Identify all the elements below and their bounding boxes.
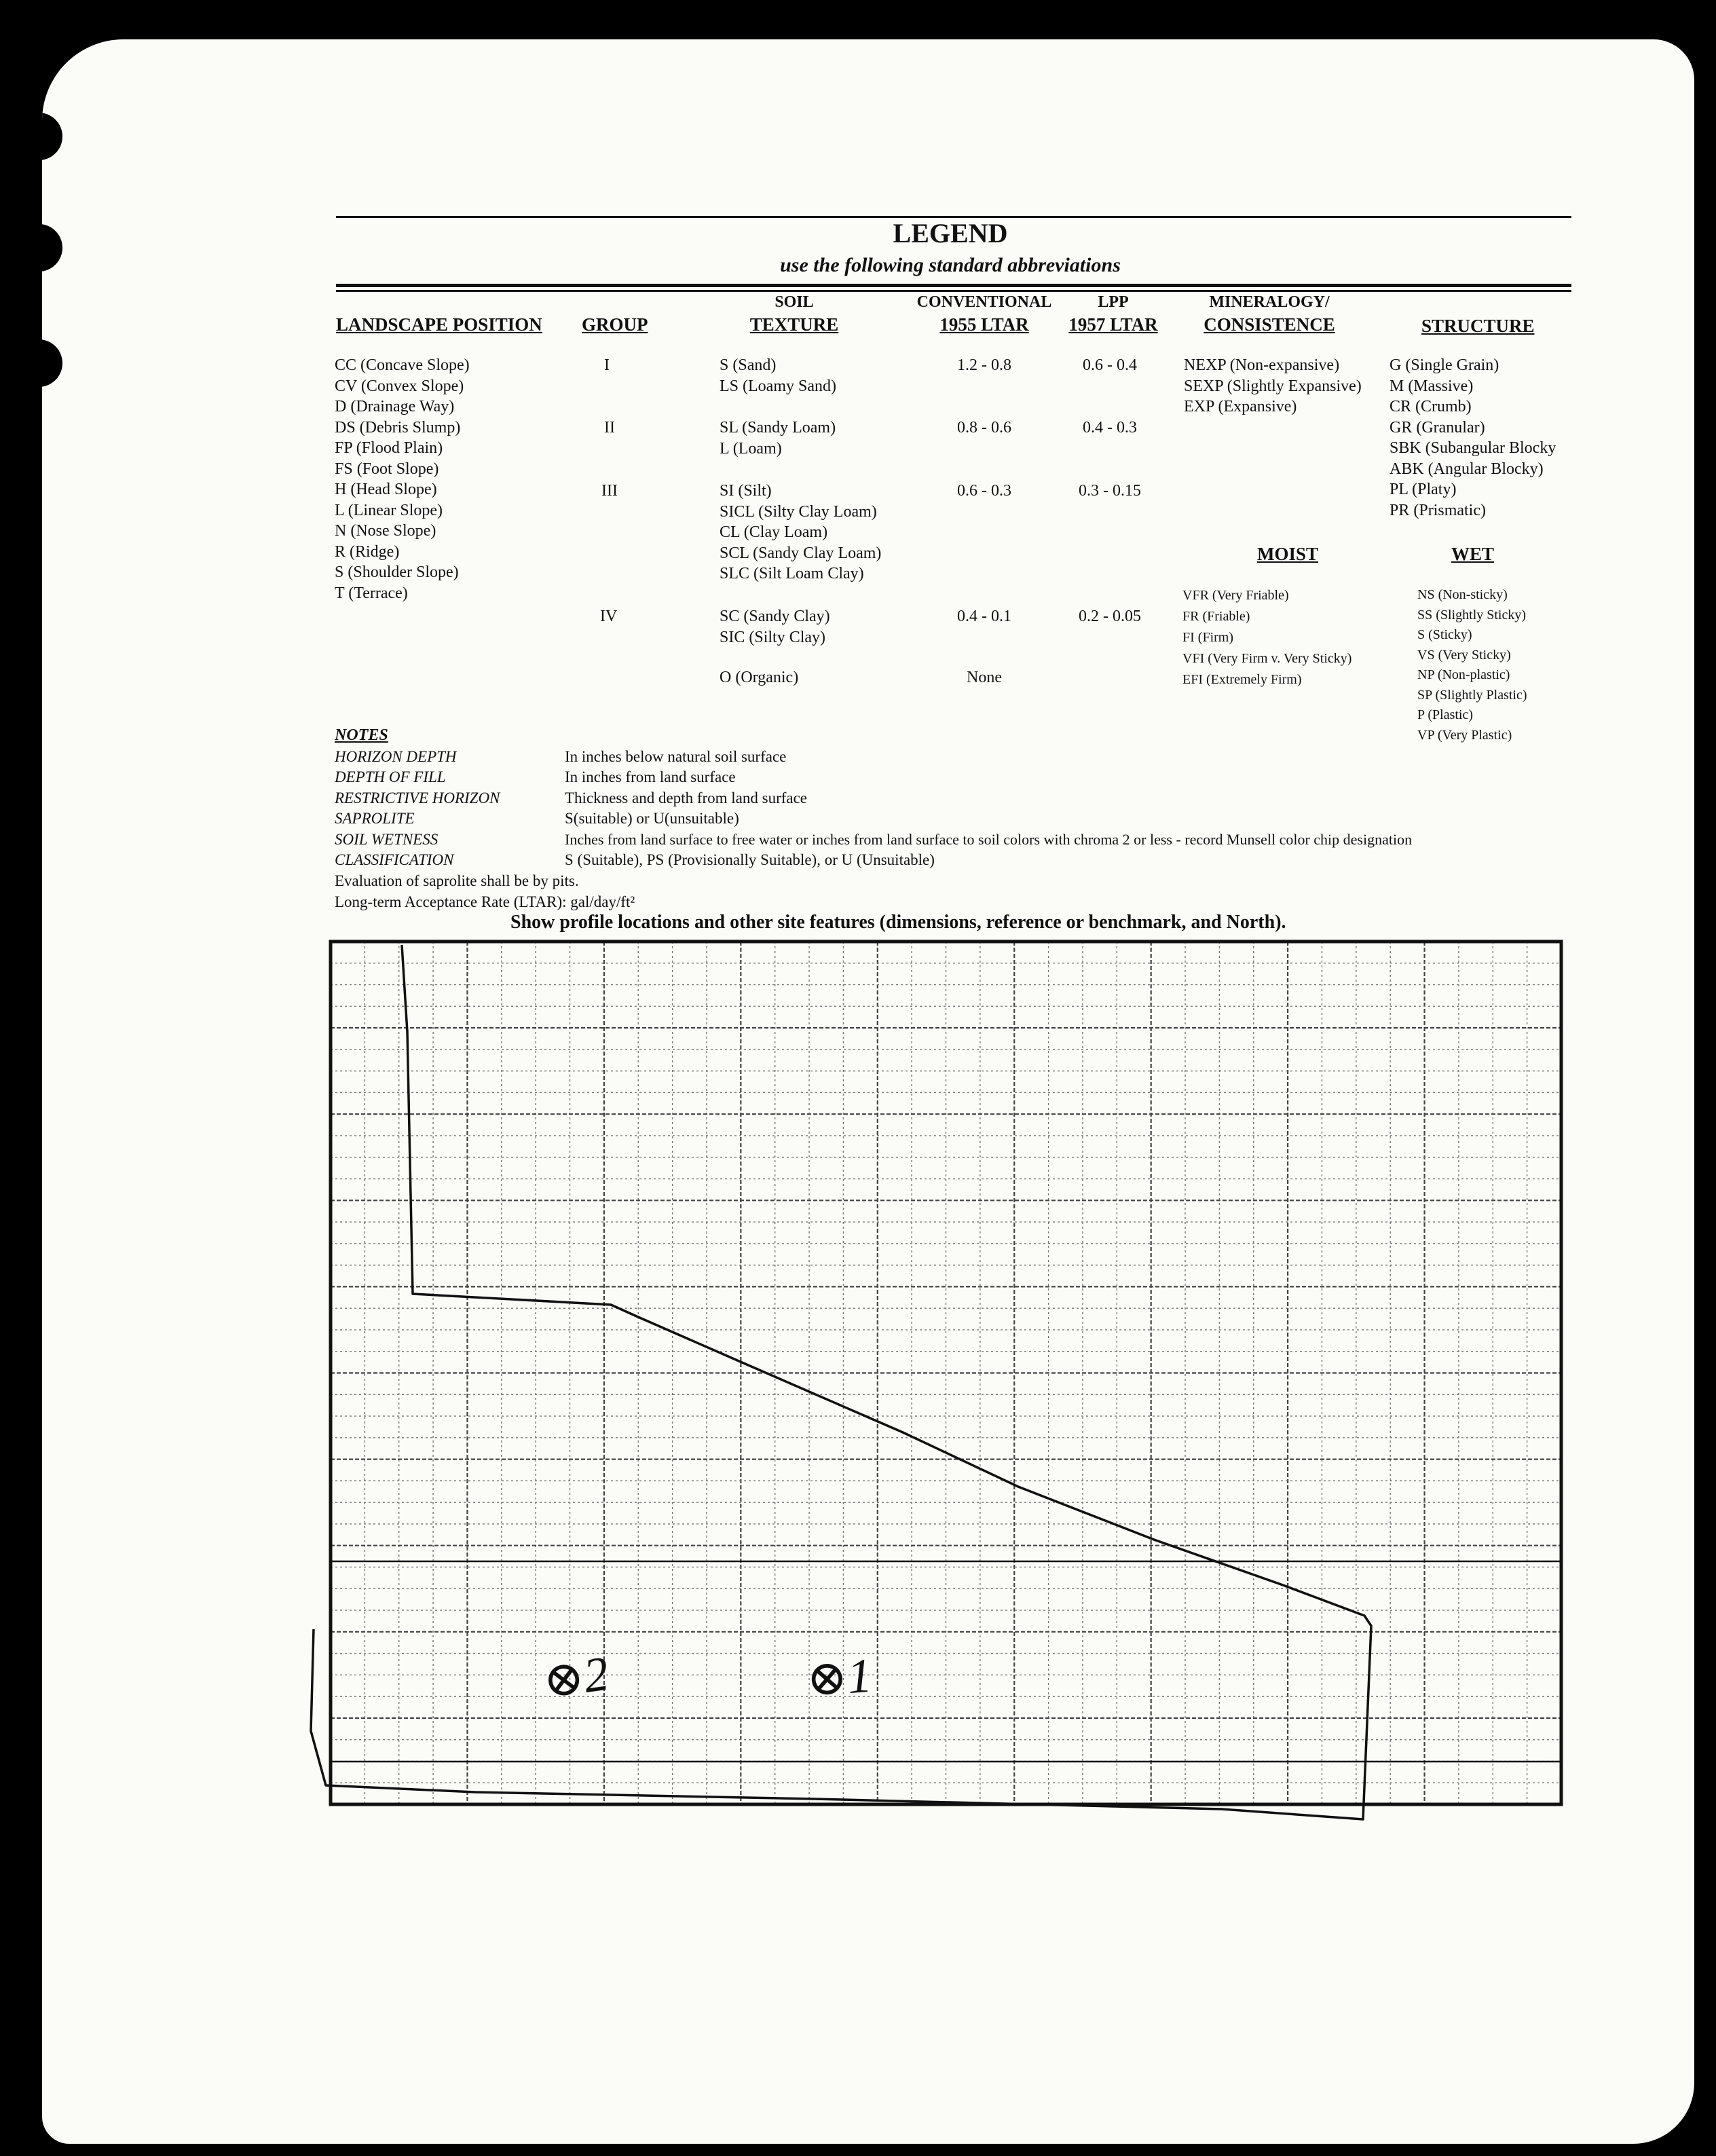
list-item: FS (Foot Slope): [335, 460, 439, 478]
header-landscape: LANDSCAPE POSITION: [336, 314, 542, 335]
list-item: CR (Crumb): [1389, 398, 1472, 415]
note-term: SOIL WETNESS: [335, 830, 439, 848]
list-item: CC (Concave Slope): [335, 356, 470, 374]
list-item: NP (Non-plastic): [1417, 667, 1510, 682]
lpp-value: 0.2 - 0.05: [1079, 608, 1141, 625]
list-item: VP (Very Plastic): [1417, 727, 1512, 743]
group-iv: IV: [600, 608, 618, 625]
conv-value: 0.4 - 0.1: [957, 608, 1011, 625]
conv-value: 0.8 - 0.6: [957, 419, 1011, 436]
group-iii: III: [601, 482, 618, 500]
header-texture: TEXTURE: [749, 314, 839, 335]
grid-caption: Show profile locations and other site features (dimensions, reference or benchmark, and North).: [510, 912, 1286, 933]
list-item: S (Shoulder Slope): [335, 563, 459, 581]
list-item: SP (Slightly Plastic): [1417, 687, 1527, 703]
header-lpp-top: LPP: [1098, 293, 1129, 311]
lpp-value: 0.6 - 0.4: [1083, 356, 1137, 374]
list-item: L (Linear Slope): [335, 501, 443, 519]
list-item: ABK (Angular Blocky): [1389, 460, 1544, 478]
list-item: P (Plastic): [1417, 707, 1474, 722]
list-item: DS (Debris Slump): [335, 418, 461, 436]
header-mineralogy-top: MINERALOGY/: [1209, 293, 1330, 311]
note-desc: S (Suitable), PS (Provisionally Suitable), or U (Unsuitable): [565, 851, 935, 869]
header-conventional-top: CONVENTIONAL: [916, 293, 1052, 311]
group-i: I: [604, 356, 610, 374]
handwritten-profile-marker: ⊗2: [539, 1646, 612, 1709]
list-item: T (Terrace): [335, 584, 408, 602]
note-term: DEPTH OF FILL: [335, 768, 446, 786]
list-item: PR (Prismatic): [1389, 501, 1486, 519]
list-item: SBK (Subangular Blocky: [1389, 439, 1556, 457]
notes-heading: NOTES: [335, 726, 388, 744]
header-conventional: 1955 LTAR: [939, 314, 1029, 335]
legend-subtitle: use the following standard abbreviations: [780, 254, 1121, 276]
note-term: CLASSIFICATION: [335, 851, 454, 869]
list-item: G (Single Grain): [1389, 356, 1499, 374]
ltar-note: Long-term Acceptance Rate (LTAR): gal/day/ft²: [335, 893, 635, 910]
texture-organic: O (Organic): [720, 669, 799, 686]
list-item: SS (Slightly Sticky): [1417, 607, 1527, 622]
note-desc: S(suitable) or U(unsuitable): [565, 810, 739, 828]
list-item: NS (Non-sticky): [1417, 587, 1508, 602]
conv-value: 1.2 - 0.8: [957, 356, 1011, 374]
list-item: EFI (Extremely Firm): [1182, 672, 1302, 687]
header-mineralogy: CONSISTENCE: [1204, 314, 1335, 335]
legend-title: LEGEND: [893, 218, 1008, 248]
header-group: GROUP: [582, 314, 648, 335]
list-item: SEXP (Slightly Expansive): [1184, 377, 1362, 395]
list-item: S (Sand): [720, 356, 777, 374]
list-item: H (Head Slope): [335, 481, 437, 498]
note-term: RESTRICTIVE HORIZON: [335, 789, 500, 806]
list-item: SIC (Silty Clay): [720, 628, 826, 646]
list-item: D (Drainage Way): [335, 398, 455, 415]
note-desc: Inches from land surface to free water or inches from land surface to soil colors with chroma 2 or less - record Munsell color chip designation: [565, 830, 1413, 848]
lpp-value: 0.4 - 0.3: [1083, 419, 1137, 436]
list-item: FI (Firm): [1182, 630, 1233, 645]
header-structure: STRUCTURE: [1421, 316, 1535, 336]
list-item: M (Massive): [1389, 377, 1474, 395]
note-term: HORIZON DEPTH: [335, 748, 457, 765]
list-item: SI (Silt): [720, 482, 772, 500]
handwritten-profile-marker: ⊗1: [804, 1648, 874, 1707]
list-item: EXP (Expansive): [1184, 398, 1297, 415]
list-item: SL (Sandy Loam): [720, 419, 836, 436]
saprolite-note: Evaluation of saprolite shall be by pits.: [335, 872, 579, 889]
header-lpp: 1957 LTAR: [1068, 314, 1158, 335]
list-item: CL (Clay Loam): [720, 523, 828, 541]
conv-value: 0.6 - 0.3: [957, 482, 1011, 500]
note-desc: Thickness and depth from land surface: [565, 789, 808, 806]
list-item: PL (Platy): [1389, 481, 1457, 498]
list-item: VFR (Very Friable): [1182, 588, 1289, 603]
list-item: N (Nose Slope): [335, 522, 436, 540]
list-item: VFI (Very Firm v. Very Sticky): [1182, 651, 1352, 666]
list-item: VS (Very Sticky): [1417, 647, 1511, 663]
note-desc: In inches from land surface: [565, 768, 736, 786]
lpp-value: 0.3 - 0.15: [1079, 482, 1141, 500]
group-ii: II: [604, 419, 615, 436]
note-term: SAPROLITE: [335, 810, 415, 828]
list-item: L (Loam): [720, 439, 782, 458]
list-item: NEXP (Non-expansive): [1184, 356, 1340, 374]
header-wet: WET: [1451, 544, 1495, 564]
list-item: GR (Granular): [1389, 418, 1485, 436]
list-item: SC (Sandy Clay): [720, 608, 830, 625]
conv-value: None: [967, 669, 1002, 686]
header-texture-top: SOIL: [775, 293, 814, 311]
list-item: SCL (Sandy Clay Loam): [720, 544, 882, 562]
note-desc: In inches below natural soil surface: [565, 748, 787, 765]
list-item: FP (Flood Plain): [335, 439, 443, 457]
list-item: R (Ridge): [335, 542, 400, 561]
list-item: SICL (Silty Clay Loam): [720, 502, 877, 521]
header-moist: MOIST: [1257, 544, 1319, 564]
list-item: FR (Friable): [1182, 609, 1250, 624]
list-item: S (Sticky): [1417, 627, 1472, 642]
list-item: CV (Convex Slope): [335, 377, 464, 395]
list-item: SLC (Silt Loam Clay): [720, 565, 864, 582]
list-item: LS (Loamy Sand): [720, 377, 836, 395]
